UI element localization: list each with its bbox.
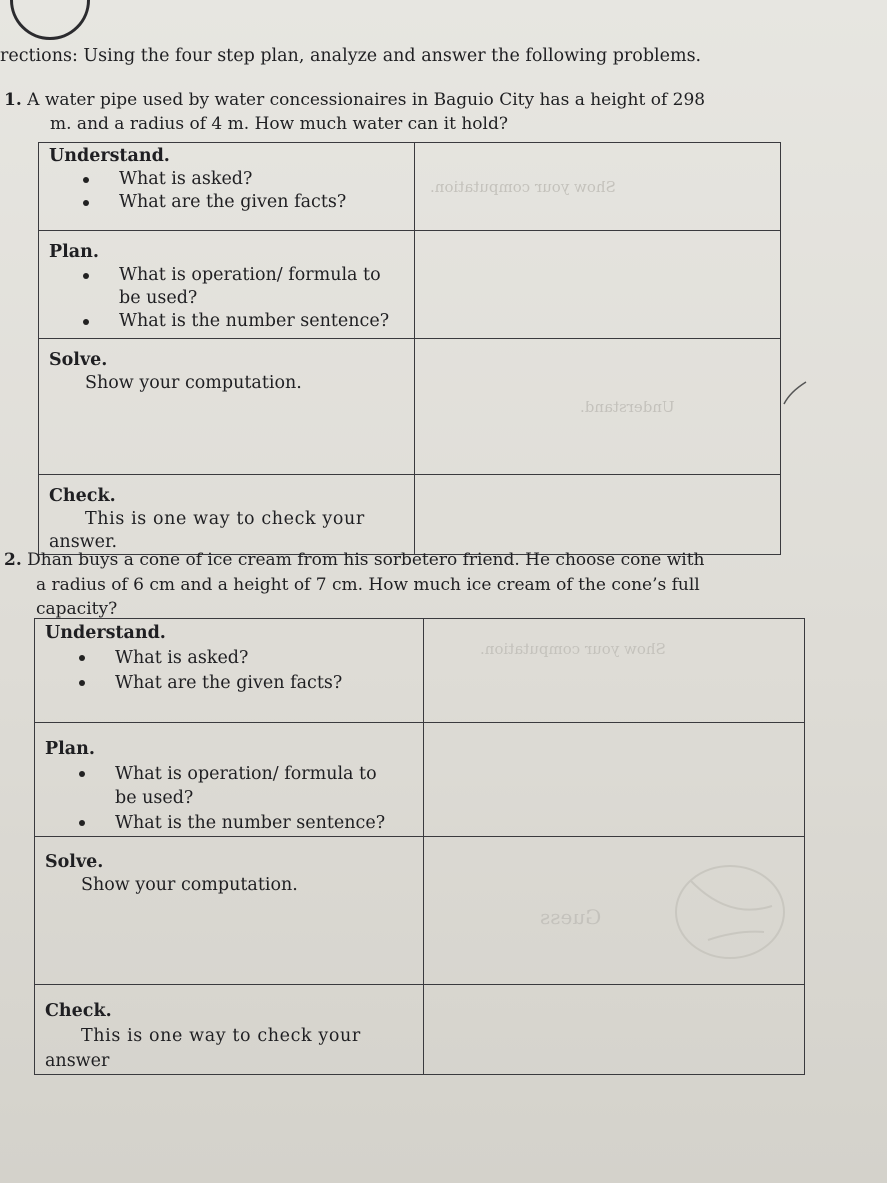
problem-1-line-2: m. and a radius of 4 m. How much water can it hold? [50, 114, 508, 134]
faint-sketch-drawing [668, 860, 788, 970]
plan-answer-cell[interactable] [424, 723, 805, 837]
understand-heading: Understand. [49, 146, 170, 166]
solve-cell [39, 339, 415, 475]
corner-circle-mark [10, 0, 90, 40]
pencil-tick-mark [780, 378, 810, 418]
problem-1 [4, 88, 705, 136]
number-sentence-item: What is the number sentence? [83, 310, 408, 333]
problem-2-line-1: Dhan buys a cone of ice cream from his sorbetero friend. He choose cone with [27, 550, 705, 570]
check-instruction: This is one way to check your [85, 509, 365, 529]
solve-heading: Solve. [49, 350, 108, 370]
solve-answer-cell[interactable] [415, 339, 781, 475]
bleed-through-text: Understand. [580, 398, 675, 416]
formula-item [83, 264, 408, 310]
plan-heading: Plan. [49, 242, 99, 262]
four-step-table-1 [38, 142, 781, 555]
number-sentence-item: What is the number sentence? [79, 811, 417, 836]
understand-heading: Understand. [45, 623, 166, 643]
understand-answer-cell[interactable] [424, 619, 805, 723]
plan-answer-cell[interactable] [415, 231, 781, 339]
bleed-through-text: Guess [540, 905, 602, 929]
understand-answer-cell[interactable] [415, 143, 781, 231]
given-facts-item: What are the given facts? [83, 191, 408, 214]
check-cell [39, 475, 415, 555]
check-heading: Check. [45, 1001, 112, 1021]
check-answer-cell[interactable] [424, 985, 805, 1075]
bleed-through-text: Show your computation. [430, 178, 616, 196]
problem-2-line-2: a radius of 6 cm and a height of 7 cm. How much ice cream of the cone’s full [36, 574, 700, 595]
check-answer-word: answer [45, 1051, 110, 1071]
plan-cell [39, 231, 415, 339]
formula-line-2: be used? [119, 288, 198, 308]
problem-2 [4, 548, 705, 622]
check-heading: Check. [49, 486, 116, 506]
check-answer-cell[interactable] [415, 475, 781, 555]
bleed-through-text: Show your computation. [480, 640, 666, 658]
plan-heading: Plan. [45, 739, 95, 759]
directions-text: rections: Using the four step plan, analyze and answer the following problems. [0, 46, 702, 66]
solve-heading: Solve. [45, 852, 104, 872]
plan-cell [35, 723, 424, 837]
understand-cell [35, 619, 424, 723]
formula-line-2: be used? [115, 788, 194, 808]
problem-number: 2. [4, 550, 22, 570]
four-step-table-2 [34, 618, 805, 1075]
problem-number: 1. [4, 90, 22, 110]
solve-instruction: Show your computation. [85, 373, 302, 393]
problem-2-line-3: capacity? [36, 599, 118, 619]
solve-cell [35, 837, 424, 985]
formula-line-1: What is operation/ formula to [115, 763, 377, 784]
solve-instruction: Show your computation. [81, 875, 298, 895]
formula-line-1: What is operation/ formula to [119, 265, 381, 285]
given-facts-item: What are the given facts? [79, 671, 417, 696]
formula-item [79, 762, 417, 811]
check-instruction: This is one way to check your [81, 1026, 361, 1046]
check-cell [35, 985, 424, 1075]
problem-1-line-1: A water pipe used by water concessionaires in Baguio City has a height of 298 [27, 90, 706, 110]
what-is-asked-item: What is asked? [83, 168, 408, 191]
what-is-asked-item: What is asked? [79, 646, 417, 671]
check-answer-word: answer. [49, 532, 118, 552]
understand-cell [39, 143, 415, 231]
